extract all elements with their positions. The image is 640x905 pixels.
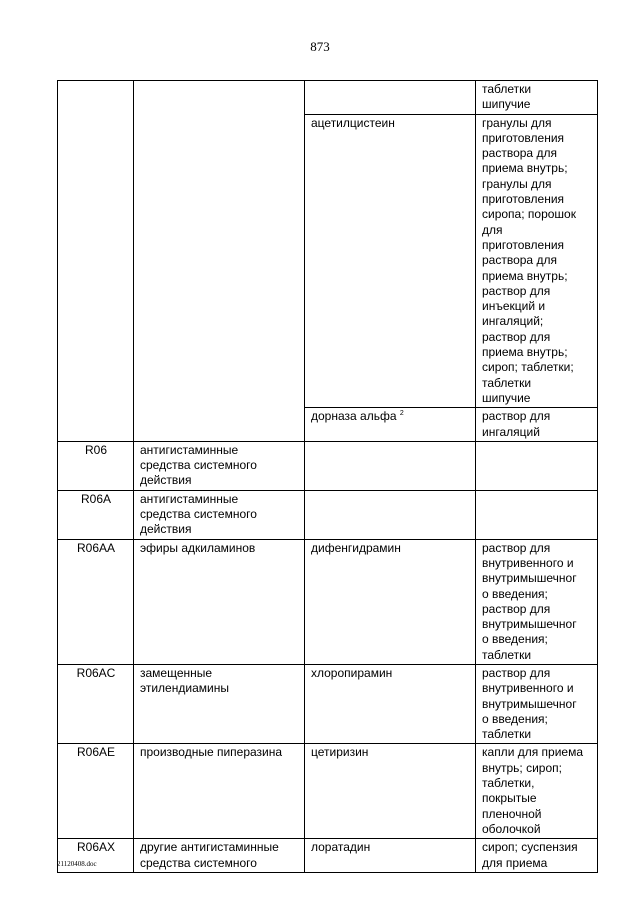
dosage-form-cell [476,114,598,408]
dosage-form-line: гранулы для [482,176,552,191]
group-cell [134,81,305,442]
atc-code-cell [58,539,134,664]
dosage-form-line: внутрь; сироп; [482,760,562,775]
medication-table [57,80,598,873]
dosage-form-cell [476,839,598,873]
drug-name: хлоропирамин [311,665,393,680]
table-body [58,81,598,873]
group-name-line: действия [140,473,192,488]
drug-name: дифенгидрамин [311,540,401,555]
dosage-form-cell [476,744,598,839]
group-cell [134,839,305,873]
group-cell [134,441,305,490]
drug-cell [305,441,476,490]
atc-code: R06AX [76,840,116,855]
dosage-form-cell [476,408,598,442]
dosage-form-line: таблетки [482,82,532,96]
dosage-form-line: сиропа; порошок [482,207,576,222]
dosage-form-line: внутривенного и [482,681,574,696]
dosage-form-line: сироп; суспензия [482,840,578,855]
drug-cell [305,744,476,839]
group-cell [134,744,305,839]
group-name-line: эфиры адкиламинов [140,540,256,555]
drug-name: ацетилцистеин [311,115,395,130]
group-name-line: производные пиперазина [140,745,283,760]
group-cell [134,490,305,539]
drug-name: лоратадин [311,840,371,855]
atc-code: R06AE [76,745,116,760]
page-number: 873 [310,39,330,54]
dosage-form-line: гранулы для [482,115,552,130]
group-name-line: антигистаминные [140,491,239,506]
dosage-form-line: приготовления [482,130,565,145]
dosage-form-line: внутримышечног [482,571,577,586]
dosage-form-line: пленочной [482,806,542,821]
drug-cell [305,839,476,873]
dosage-form-line: внутримышечног [482,696,577,711]
dosage-form-line: раствор для [482,540,551,555]
dosage-form-line: приготовления [482,237,565,252]
dosage-form-line: приема внутрь; [482,268,568,283]
dosage-form-line: раствора для [482,146,557,161]
dosage-form-line: приема внутрь; [482,161,568,176]
dosage-form-cell [476,490,598,539]
table-row [58,664,598,743]
group-name-line: другие антигистаминные [140,840,279,855]
dosage-form-line: покрытые [482,791,537,806]
table-row [58,539,598,664]
drug-cell [305,81,476,115]
table-row [58,81,598,115]
dosage-form-cell [476,81,598,115]
dosage-form-line: таблетки, [482,776,535,791]
drug-cell [305,539,476,664]
dosage-form-line: раствор для [482,601,551,616]
atc-code-cell [58,664,134,743]
dosage-form-cell [476,539,598,664]
dosage-form-line: таблетки [482,647,532,662]
atc-code-cell [58,744,134,839]
group-name-line: действия [140,522,192,537]
dosage-form-line: оболочкой [482,821,541,836]
atc-code-cell [58,490,134,539]
footer-filename: 21120408.doc [57,860,97,868]
atc-code: R06A [80,491,112,506]
dosage-form-line: приема внутрь; [482,345,568,360]
group-name-line: средства системного [140,458,257,473]
dosage-form-cell [476,664,598,743]
dosage-form-line: таблетки [482,727,532,742]
table-row [58,490,598,539]
group-cell [134,664,305,743]
drug-cell [305,664,476,743]
dosage-form-line: шипучие [482,97,531,112]
dosage-form-line: таблетки [482,375,532,390]
atc-code: R06AC [76,665,116,680]
atc-code: R06 [84,442,107,457]
table-row [58,441,598,490]
dosage-form-line: о введения; [482,711,548,726]
group-name-line: антигистаминные [140,442,239,457]
drug-cell [305,114,476,408]
group-cell [134,539,305,664]
dosage-form-line: ингаляций [482,424,540,439]
drug-cell [305,408,476,442]
dosage-form-line: раствор для [482,409,551,424]
dosage-form-cell [476,441,598,490]
drug-cell [305,490,476,539]
group-name-line: средства системного [140,855,257,870]
dosage-form-line: внутривенного и [482,555,574,570]
group-name-line: замещенные [140,665,213,680]
atc-code-cell [58,441,134,490]
dosage-form-line: для приема [482,855,548,870]
dosage-form-line: сироп; таблетки; [482,360,574,375]
dosage-form-line: раствор для [482,665,551,680]
dosage-form-line: для [482,222,503,237]
dosage-form-line: раствора для [482,253,557,268]
dosage-form-line: раствор для [482,283,551,298]
dosage-form-line: о введения; [482,586,548,601]
group-name-line: этилендиамины [140,681,229,696]
atc-code: R06AA [76,540,116,555]
dosage-form-line: внутримышечног [482,617,577,632]
table-row [58,839,598,873]
footnote-marker: 2 [399,410,404,418]
drug-name: цетиризин [311,745,369,760]
group-name-line: средства системного [140,507,257,522]
dosage-form-line: приготовления [482,192,565,207]
dosage-form-line: раствор для [482,329,551,344]
atc-code-cell [58,81,134,442]
dosage-form-line: о введения; [482,632,548,647]
dosage-form-line: шипучие [482,390,531,405]
dosage-form-line: капли для приема [482,745,584,760]
table-row [58,744,598,839]
dosage-form-line: ингаляций; [482,314,544,329]
drug-name: дорназа альфа [311,409,397,424]
dosage-form-line: инъекций и [482,299,546,314]
